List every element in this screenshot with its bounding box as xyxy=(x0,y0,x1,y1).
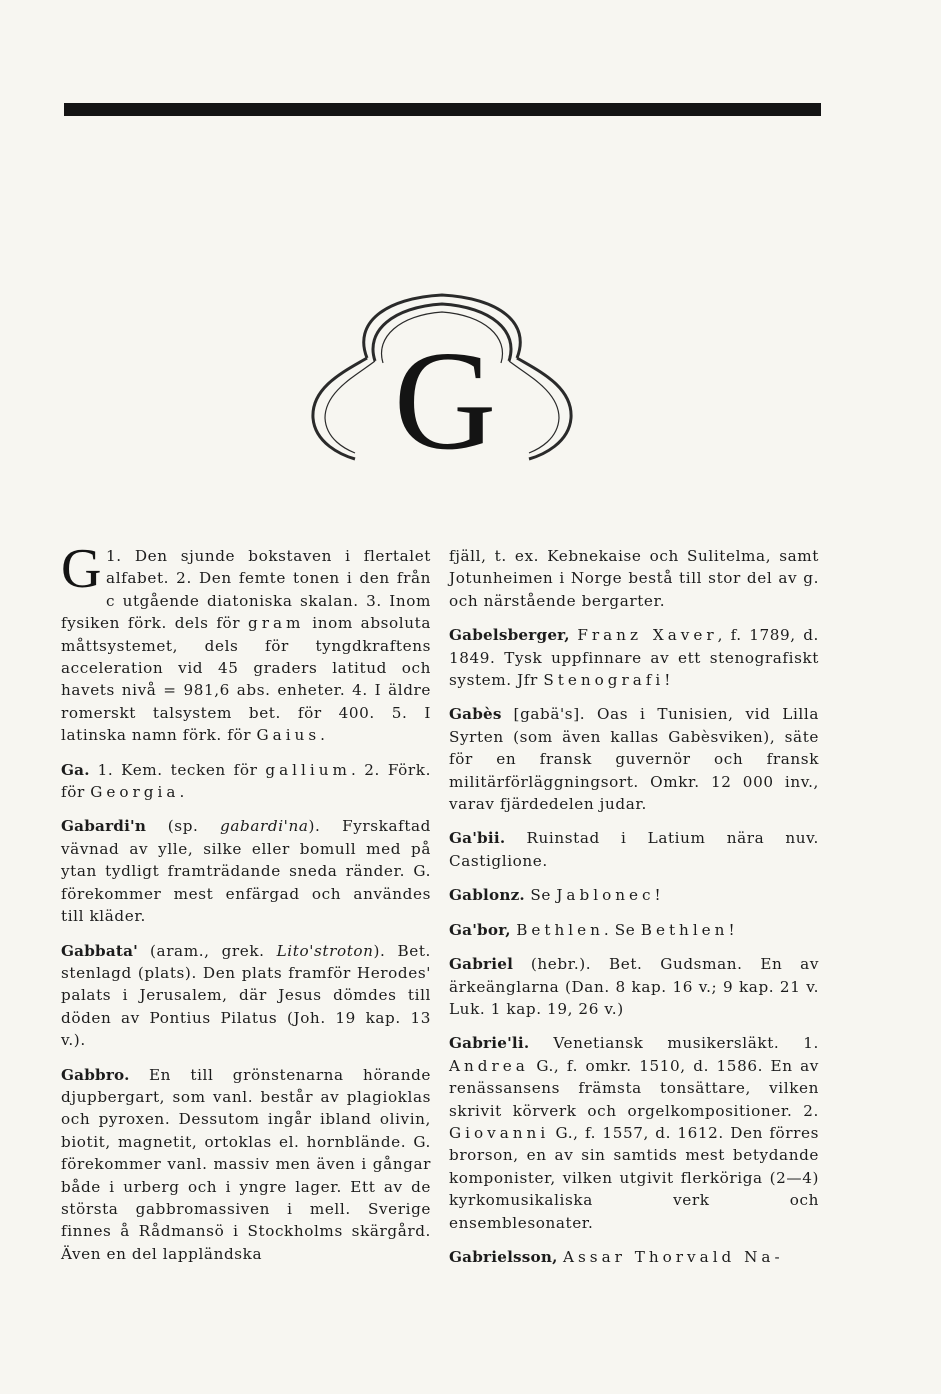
headword: Ga'bii. xyxy=(449,829,506,848)
entry-gabes: Gabès [gabä's]. Oas i Tunisien, vid Lilla Syrten (som även kallas Gabèsviken), säte för en fransk guvernör och fransk militärförläggningsort. Omkr. 12 000 inv., varav fjärdedelen judar. xyxy=(449,705,819,814)
entry-gabbro: Gabbro. En till grönstenarna hörande djupbergart, som vanl. består av plagioklas och pyroxen. Dessutom ingår ibland olivin, biotit, magnetit, ortoklas el. hornblände. G. förekommer vanl. massiv men även i gångar både i urberg och i yngre lager. Ett av de största gabbromassiven i mell. Sverige finnes å Rådmansö i Stockholms skärgård. Även en del lappländska xyxy=(61,1065,431,1263)
headword: Gabrielsson, xyxy=(449,1247,558,1266)
entry-gabrieli: Gabrie'li. Venetiansk musikersläkt. 1. Andrea G., f. omkr. 1510, d. 1586. En av renässansens främsta tonsättare, vilken skrivit körverk och orgelkompositioner. 2. Giovanni G., f. 1557, d. 1612. Den förres brorson, en av sin samtids mest betydande komponister, vilken utgivit flerköriga (2—4) kyrkomusikaliska verk och ensemblesonater. xyxy=(449,1034,819,1232)
headword: Gabriel xyxy=(449,955,514,974)
headword: Gabardi'n xyxy=(61,817,147,836)
top-rule xyxy=(64,103,821,116)
entry-gabii: Ga'bii. Ruinstad i Latium nära nuv. Castiglione. xyxy=(449,829,819,870)
headword: Ga'bor, xyxy=(449,920,511,939)
drop-cap: G xyxy=(61,538,103,600)
entry-gabbata: Gabbata' (aram., grek. Lito'stroton). Bet. stenlagd (plats). Den plats framför Herodes' palats i Jerusalem, där Jesus dömdes till döden av Pontius Pilatus (Joh. 19 kap. 13 v.). xyxy=(61,941,431,1050)
entry-gabbro-continued: fjäll, t. ex. Kebnekaise och Sulitelma, samt Jotunheimen i Norge bestå till stor del av g. och närstående bergarter. xyxy=(449,547,819,610)
entry-gabelsberger: Gabelsberger, Franz Xaver, f. 1789, d. 1849. Tysk uppfinnare av ett stenografiskt system. Jfr Stenografi! xyxy=(449,626,819,690)
headword: Gabrie'li. xyxy=(449,1034,530,1053)
entry-gablonz: Gablonz. Se Jablonec! xyxy=(449,886,662,905)
entry-g: G 1. Den sjunde bokstaven i flertalet alfabet. 2. Den femte tonen i den från c utgående diatoniska skalan. 3. Inom fysiken förk. dels för gram inom absoluta måttsystemet, dels för tyngdkraftens acceleration vid 45 graders latitud och havets nivå = 981,6 abs. enheter. 4. I äldre romerskt talsystem bet. för 400. 5. I latinska namn förk. för Gaius. xyxy=(61,538,431,745)
headword: Gabès xyxy=(449,705,502,724)
headword: Gabbata' xyxy=(61,941,138,960)
entry-gabrielsson: Gabrielsson, Assar Thorvald Na- xyxy=(449,1247,784,1266)
entry-gabriel: Gabriel (hebr.). Bet. Gudsman. En av ärkeänglarna (Dan. 8 kap. 16 v.; 9 kap. 21 v. Luk. 1 kap. 19, 26 v.) xyxy=(449,955,819,1018)
headword: Gablonz. xyxy=(449,886,525,905)
entry-ga: Ga. 1. Kem. tecken för gallium. 2. Förk. för Georgia. xyxy=(61,760,431,802)
headword: Gabbro. xyxy=(61,1065,130,1084)
section-letter: G xyxy=(393,321,497,479)
entry-gabor: Ga'bor, Bethlen. Se Bethlen! xyxy=(449,920,736,939)
headword: Ga. xyxy=(61,760,90,779)
left-column xyxy=(61,538,431,1277)
right-column xyxy=(449,545,819,1280)
headword: Gabelsberger, xyxy=(449,626,570,645)
entry-gabardin: Gabardi'n (sp. gabardi'na). Fyrskaftad vävnad av ylle, silke eller bomull med på ytan tydligt framträdande sneda ränder. G. förekommer mest enfärgad och användes till kläder. xyxy=(61,817,431,926)
